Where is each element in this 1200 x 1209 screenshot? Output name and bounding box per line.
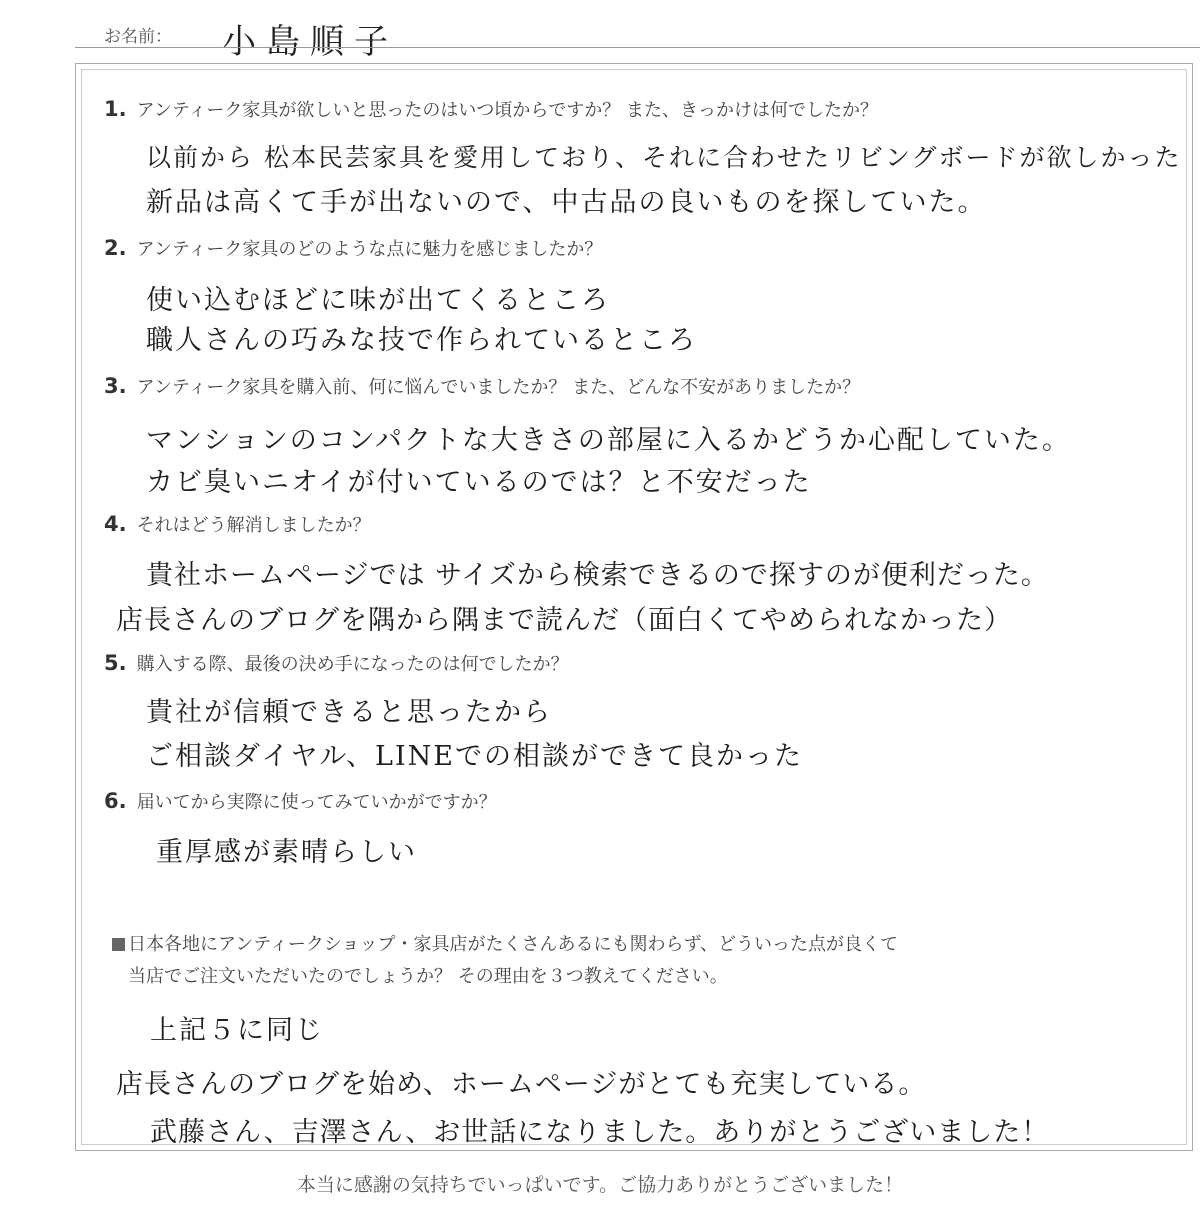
answer-1-line-1: 以前から 松本民芸家具を愛用しており、それに合わせたリビングボードが欲しかった (146, 143, 1182, 172)
question-4 (104, 511, 371, 537)
question-number: 4. (104, 512, 127, 536)
question-number: 1. (104, 97, 127, 121)
answer-6-line-1: 重厚感が素晴らしい (156, 837, 417, 868)
question-text: アンティーク家具が欲しいと思ったのはいつ頃からですか？ また、きっかけは何でしたか？ (136, 100, 878, 121)
question-number: 5. (104, 651, 127, 675)
question-1 (104, 96, 878, 122)
answer-4-line-1: 貴社ホームページでは サイズから検索できるので探すのが便利だった。 (146, 560, 1049, 591)
question-number: 6. (104, 789, 127, 813)
reasons-prompt-text: 日本各地にアンティークショップ・家具店がたくさんあるにも関わらず、どういった点が良くて (128, 934, 899, 955)
reasons-prompt-line-1 (112, 930, 898, 956)
reason-answer-1: 上記５に同じ (150, 1015, 324, 1046)
question-5 (104, 650, 569, 676)
answer-2-line-1: 使い込むほどに味が出てくるところ (146, 285, 610, 316)
reason-answer-3: 武藤さん、吉澤さん、お世話になりました。ありがとうございました！ (150, 1117, 1050, 1148)
reasons-prompt-line-2: 当店でご注文いただいたのでしょうか？ その理由を３つ教えてください。 (128, 966, 728, 987)
name-value: 小島順子 (222, 22, 398, 62)
answer-1-line-2: 新品は高くて手が出ないので、中古品の良いものを探していた。 (146, 187, 987, 218)
question-6 (104, 788, 497, 814)
question-number: 3. (104, 374, 127, 398)
square-bullet-icon (112, 938, 125, 951)
question-3 (104, 373, 860, 399)
question-text: 購入する際、最後の決め手になったのは何でしたか？ (136, 654, 569, 675)
question-text: 届いてから実際に使ってみていかがですか？ (136, 792, 497, 813)
question-number: 2. (104, 236, 127, 260)
footer-thanks: 本当に感謝の気持ちでいっぱいです。ご協力ありがとうございました！ (296, 1174, 904, 1196)
answer-2-line-2: 職人さんの巧みな技で作られているところ (146, 325, 697, 356)
question-text: アンティーク家具のどのような点に魅力を感じましたか？ (136, 239, 603, 260)
name-label: お名前： (104, 27, 172, 47)
answer-5-line-2: ご相談ダイヤル、LINEでの相談ができて良かった (146, 741, 803, 772)
question-text: それはどう解消しましたか？ (136, 515, 371, 536)
question-text: アンティーク家具を購入前、何に悩んでいましたか？ また、どんな不安がありましたか？ (136, 377, 861, 398)
answer-3-line-1: マンションのコンパクトな大きさの部屋に入るかどうか心配していた。 (146, 425, 1071, 456)
answer-5-line-1: 貴社が信頼できると思ったから (146, 697, 552, 728)
answer-3-line-2: カビ臭いニオイが付いているのでは？と不安だった (146, 467, 812, 498)
name-underline (75, 47, 1200, 48)
reason-answer-2: 店長さんのブログを始め、ホームページがとても充実している。 (116, 1069, 927, 1100)
answer-4-line-2: 店長さんのブログを隅から隅まで読んだ（面白くてやめられなかった） (116, 605, 1012, 636)
question-2 (104, 235, 602, 261)
